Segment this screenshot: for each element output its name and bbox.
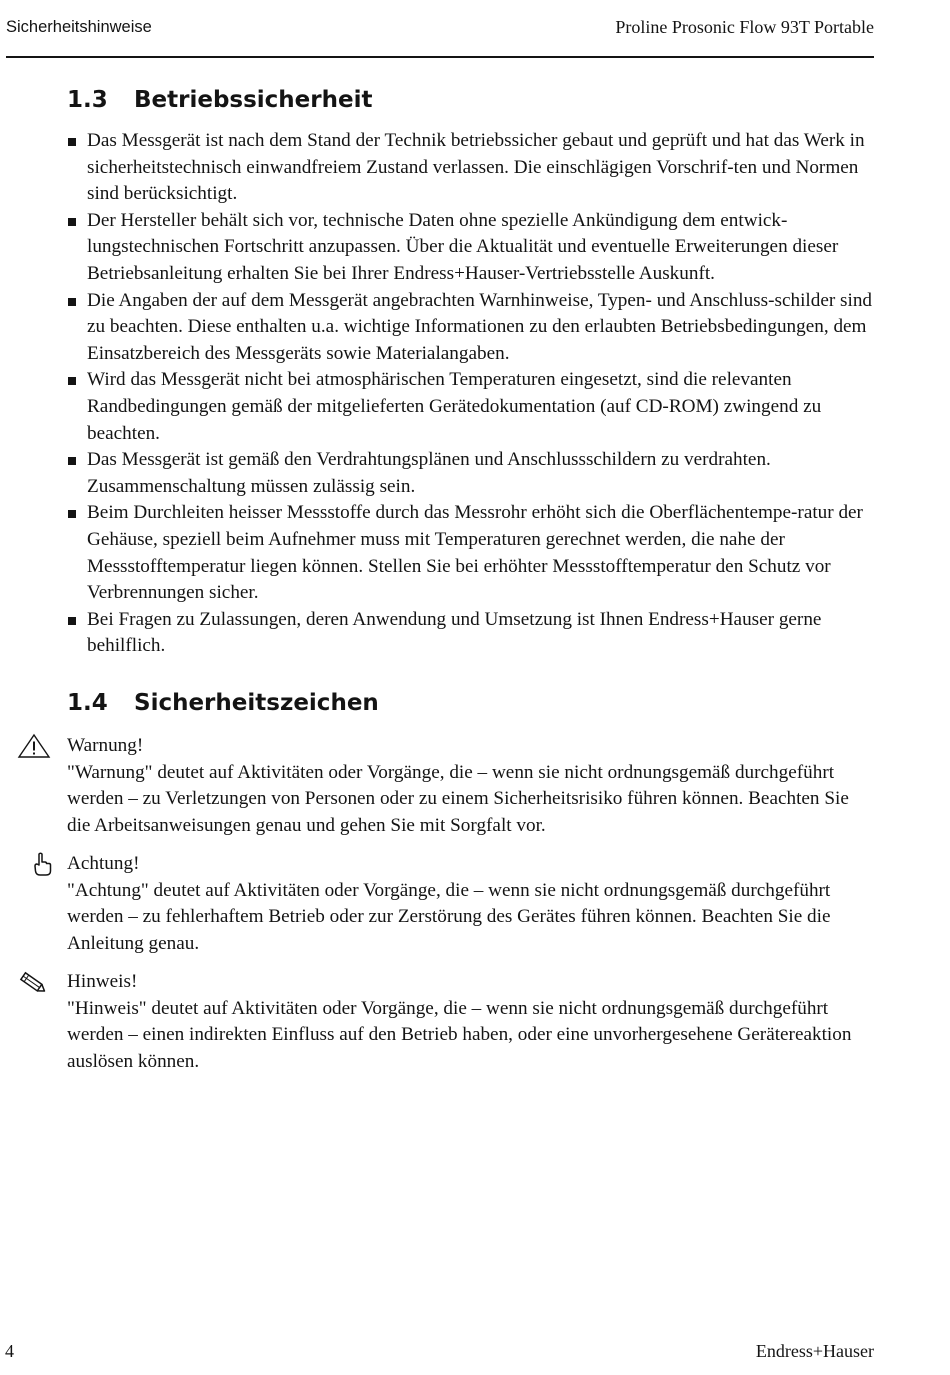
list-item: Bei Fragen zu Zulassungen, deren Anwendung und Umsetzung ist Ihnen Endress+Hauser gerne behilflich.: [67, 607, 875, 660]
section-heading-1-3: [67, 86, 372, 114]
bullet-square-icon: [68, 377, 76, 385]
note-title: Achtung!: [67, 853, 140, 874]
section-number: 1.4: [67, 690, 108, 716]
safety-bullet-list: [67, 128, 875, 660]
bullet-square-icon: [68, 218, 76, 226]
section-title: Sicherheitszeichen: [134, 690, 379, 716]
hint-note: [67, 969, 875, 1075]
header-product-name: Proline Prosonic Flow 93T Portable: [615, 17, 874, 37]
warning-triangle-icon: [17, 733, 51, 759]
section-title: Betriebssicherheit: [134, 87, 373, 113]
list-item: Der Hersteller behält sich vor, technische Daten ohne spezielle Ankündigung dem entwick-lungstechnischen Fortschritt anzupassen. Über die Aktualität und eventuelle Erweiterungen dieser Betriebsanleitung erhalten Sie bei Ihrer Endress+Hauser-Vertriebsstelle Auskunft.: [67, 208, 875, 288]
section-heading-1-4: [67, 689, 379, 717]
note-text: "Hinweis" deutet auf Aktivitäten oder Vorgänge, die – wenn sie nicht ordnungsgemäß durchgeführt werden – einen indirekten Einfluss auf den Betrieb haben, oder eine unvorhergesehene Gerätereaktion auslösen können.: [67, 997, 852, 1072]
pointing-hand-icon: [32, 851, 54, 877]
list-item: Beim Durchleiten heisser Messstoffe durch das Messrohr erhöht sich die Oberflächentempe-ratur der Gehäuse, speziell beim Aufnehmer muss mit Temperaturen gerechnet werden, die nahe der Messstofftemperatur liegen können. Stellen Sie bei erhöhter Messstofftemperatur den Schutz vor Verbrennungen sicher.: [67, 500, 875, 606]
bullet-square-icon: [68, 138, 76, 146]
page-number: 4: [5, 1341, 14, 1361]
note-text: "Achtung" deutet auf Aktivitäten oder Vorgänge, die – wenn sie nicht ordnungsgemäß durchgeführt werden – zu fehlerhaftem Betrieb oder zur Zerstörung des Gerätes führen können. Beachten Sie die Anleitung genau.: [67, 879, 831, 954]
list-item: Das Messgerät ist nach dem Stand der Technik betriebssicher gebaut und geprüft und hat das Werk in sicherheitstechnisch einwandfreiem Zustand verlassen. Die einschlägigen Vorschrif-ten und Normen sind berücksichtigt.: [67, 128, 875, 208]
section-number: 1.3: [67, 87, 108, 113]
bullet-square-icon: [68, 457, 76, 465]
pencil-icon: [16, 970, 50, 996]
list-item: Das Messgerät ist gemäß den Verdrahtungsplänen und Anschlussschildern zu verdrahten. Zusammenschaltung müssen zulässig sein.: [67, 447, 875, 500]
bullet-square-icon: [68, 617, 76, 625]
header-section-name: Sicherheitshinweise: [6, 18, 152, 36]
list-item: Wird das Messgerät nicht bei atmosphärischen Temperaturen eingesetzt, sind die relevanten Randbedingungen gemäß der mitgelieferten Gerätedokumentation (auf CD-ROM) zwingend zu beachten.: [67, 367, 875, 447]
note-text: "Warnung" deutet auf Aktivitäten oder Vorgänge, die – wenn sie nicht ordnungsgemäß durchgeführt werden – zu Verletzungen von Personen oder zu einem Sicherheitsrisiko führen können. Beachten Sie die Arbeitsanweisungen genau und gehen Sie mit Sorgfalt vor.: [67, 761, 849, 836]
note-title: Hinweis!: [67, 971, 138, 992]
bullet-square-icon: [68, 298, 76, 306]
header-rule: [6, 56, 874, 58]
bullet-square-icon: [68, 510, 76, 518]
warning-note: [67, 733, 875, 839]
caution-note: [67, 851, 875, 957]
list-item: Die Angaben der auf dem Messgerät angebrachten Warnhinweise, Typen- und Anschluss-schilder sind zu beachten. Diese enthalten u.a. wichtige Informationen zu den erlaubten Betriebsbedingungen, dem Einsatzbereich des Messgeräts sowie Materialangaben.: [67, 288, 875, 368]
note-title: Warnung!: [67, 735, 144, 756]
footer-brand: Endress+Hauser: [755, 1341, 874, 1361]
